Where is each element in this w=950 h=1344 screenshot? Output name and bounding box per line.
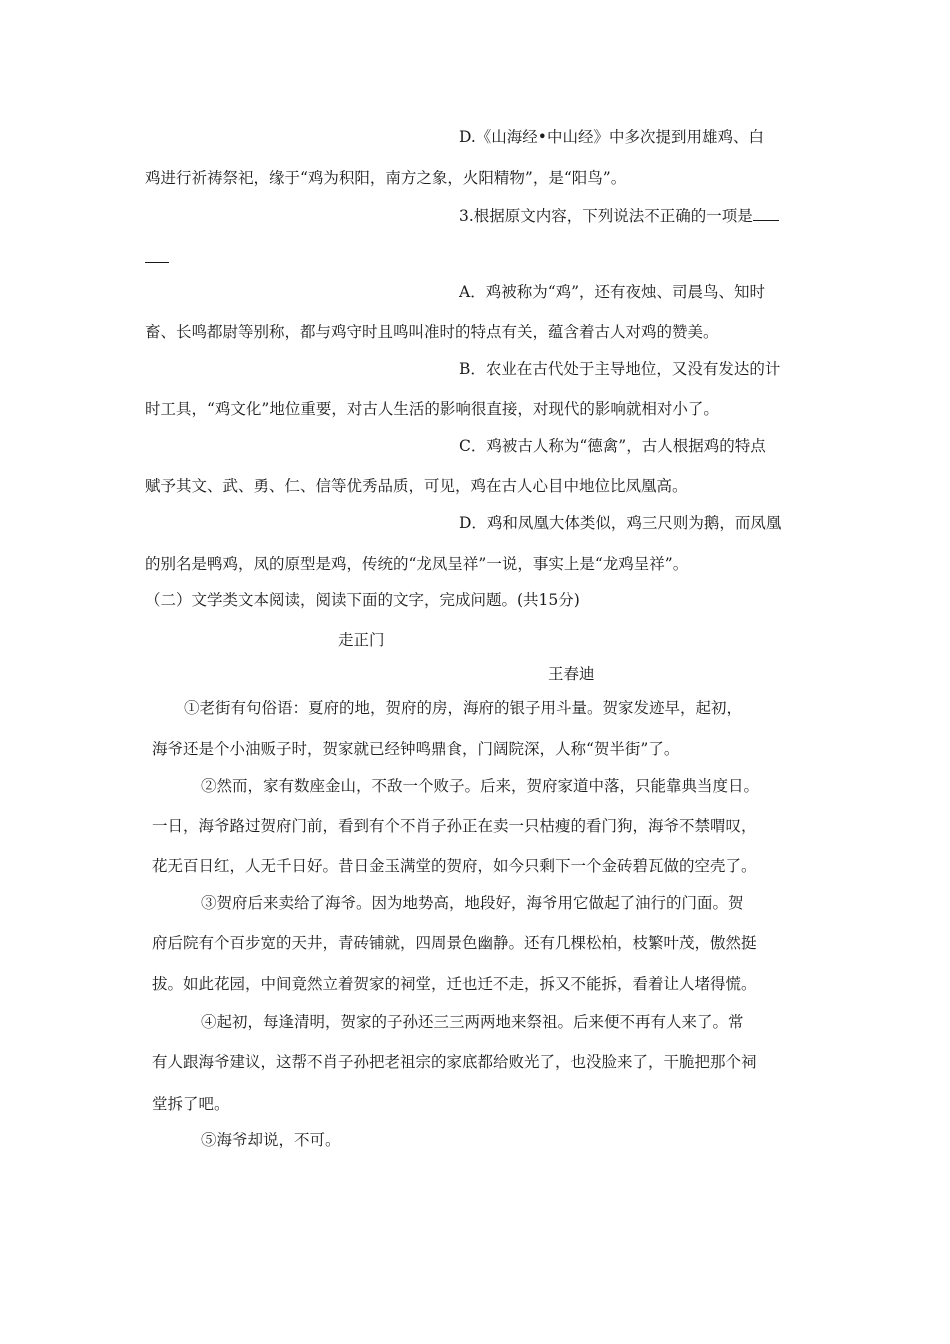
paragraph-3-line3: 拔。如此花园，中间竟然立着贺家的祠堂，迁也迁不走，拆又不能拆，看着让人堵得慌。 <box>152 975 757 993</box>
paragraph-2-line3: 花无百日红，人无千日好。昔日金玉满堂的贺府，如今只剩下一个金砖碧瓦做的空壳了。 <box>152 857 757 875</box>
paragraph-4-line3: 堂拆了吧。 <box>152 1095 230 1113</box>
q3-stem-text: 3.根据原文内容，下列说法不正确的一项是 <box>459 207 753 225</box>
paragraph-4-line1: ④起初，每逢清明，贺家的子孙还三三两两地来祭祖。后来便不再有人来了。常 <box>201 1013 744 1031</box>
answer-blank-continued <box>145 262 169 263</box>
paragraph-4-line2: 有人跟海爷建议，这帮不肖子孙把老祖宗的家底都给败光了，也没脸来了，干脆把那个祠 <box>152 1053 757 1071</box>
q3-option-a-line2: 畜、长鸣都尉等别称，都与鸡守时且鸣叫准时的特点有关，蕴含着古人对鸡的赞美。 <box>145 323 719 341</box>
q3-option-d-line2: 的别名是鸭鸡，凤的原型是鸡，传统的“龙凤呈祥”一说，事实上是“龙鸡呈祥”。 <box>145 555 689 573</box>
answer-blank <box>753 205 779 221</box>
q3-stem <box>459 205 779 226</box>
q2-option-d-line1: D.《山海经•中山经》中多次提到用雄鸡、白 <box>459 128 764 146</box>
paragraph-1-line1: ①老街有句俗语：夏府的地，贺府的房，海府的银子用斗量。贺家发迹早，起初， <box>184 699 743 717</box>
paragraph-5-line1: ⑤海爷却说，不可。 <box>201 1131 341 1149</box>
story-title: 走正门 <box>338 631 385 649</box>
paragraph-2-line1: ②然而，家有数座金山，不敌一个败子。后来，贺府家道中落，只能靠典当度日。 <box>201 777 760 795</box>
q2-option-d-line2: 鸡进行祈祷祭祀，缘于“鸡为积阳，南方之象，火阳精物”，是“阳鸟”。 <box>145 169 627 187</box>
q3-option-d-line1: D．鸡和凤凰大体类似，鸡三尺则为鹅，而凤凰 <box>459 514 782 532</box>
paragraph-1-line2: 海爷还是个小油贩子时，贺家就已经钟鸣鼎食，门阔院深，人称“贺半街”了。 <box>152 740 680 758</box>
q3-option-c-line2: 赋予其文、武、勇、仁、信等优秀品质，可见，鸡在古人心目中地位比凤凰高。 <box>145 477 688 495</box>
q3-option-c-line1: C．鸡被古人称为“德禽”，古人根据鸡的特点 <box>459 437 766 455</box>
q3-option-a-line1: A．鸡被称为“鸡”，还有夜烛、司晨鸟、知时 <box>459 283 766 301</box>
q3-option-b-line2: 时工具，“鸡文化”地位重要，对古人生活的影响很直接，对现代的影响就相对小了。 <box>145 400 719 418</box>
paragraph-2-line2: 一日，海爷路过贺府门前，看到有个不肖子孙正在卖一只枯瘦的看门狗，海爷不禁喟叹， <box>152 817 757 835</box>
story-author: 王春迪 <box>548 665 595 683</box>
q3-option-b-line1: B．农业在古代处于主导地位，又没有发达的计 <box>459 360 781 378</box>
section-heading: （二）文学类文本阅读，阅读下面的文字，完成问题。(共15分) <box>145 591 580 609</box>
paragraph-3-line2: 府后院有个百步宽的天井，青砖铺就，四周景色幽静。还有几棵松柏，枝繁叶茂，傲然挺 <box>152 934 757 952</box>
paragraph-3-line1: ③贺府后来卖给了海爷。因为地势高，地段好，海爷用它做起了油行的门面。贺 <box>201 894 744 912</box>
